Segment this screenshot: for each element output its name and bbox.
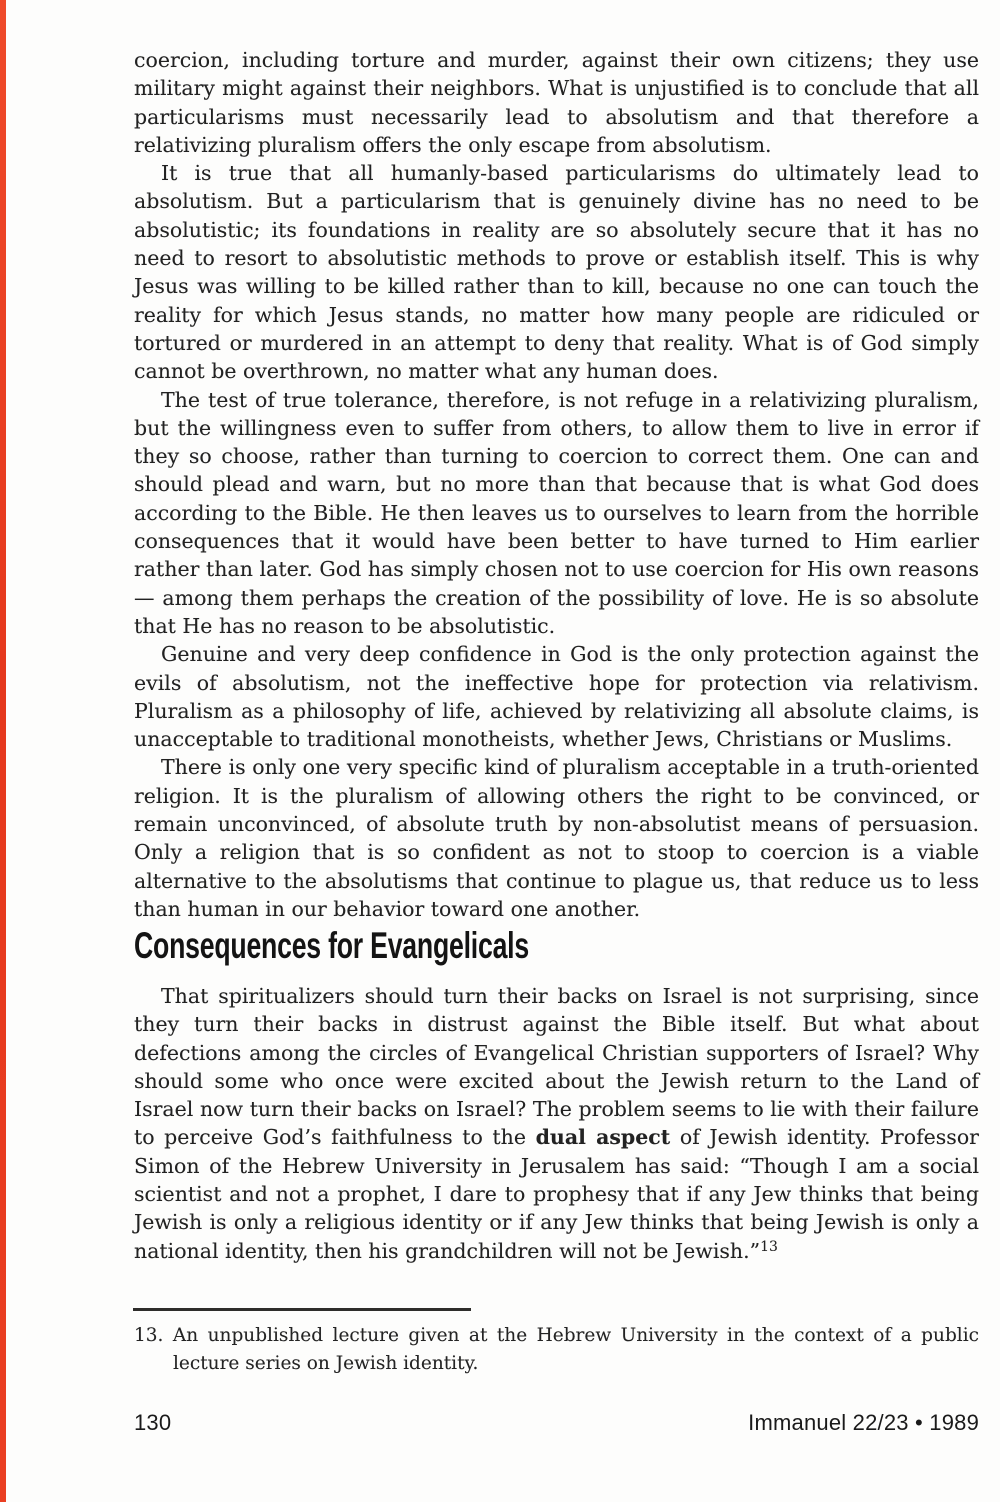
paragraph-text-before-bold: That spiritualizers should turn their backs on Israel is not surprising, since they turn their backs in distrust against the Bible itself. But what about defections among the circles of Evangelical Christian supporters of Israel? Why should some who once were excited about the Jewish return to the Land of Israel now turn their backs on Israel? The problem seems to lie with their failure to perceive God’s faithfulness to the bbox=[134, 984, 979, 1150]
page-footer bbox=[134, 1410, 979, 1436]
paragraph: There is only one very specific kind of pluralism acceptable in a truth-oriented religion. It is the pluralism of allowing others the right to be convinced, or remain unconvinced, of absolute truth by non-absolutist means of persuasion. Only a religion that is so confident as not to stoop to coercion is a viable alternative to the absolutisms that continue to plague us, that reduce us to less than human in our behavior toward one another. bbox=[134, 755, 979, 921]
paragraph: It is true that all humanly-based particularisms do ultimately lead to absolutism. But a particularism that is genuinely divine has no need to be absolutistic; its foundations in reality are so absolutely secure that it has no need to resort to absolutistic methods to prove or establish itself. This is why Jesus was willing to be killed rather than to kill, because no one can touch the reality for which Jesus stands, no matter how many people are ridiculed or tortured or murdered in an attempt to deny that reality. What is of God simply cannot be overthrown, no matter what any human does. bbox=[134, 161, 979, 384]
book-spine-edge-stripe bbox=[0, 0, 6, 1502]
bold-phrase: dual aspect bbox=[535, 1125, 671, 1150]
body-text-upper bbox=[134, 46, 979, 923]
paragraph: The test of true tolerance, therefore, is not refuge in a relativizing pluralism, but the willingness even to suffer from others, to allow them to live in error if they so choose, rather than turning to coercion to correct them. One can and should plead and warn, but no more than that because that is what God does according to the Bible. He then leaves us to ourselves to learn from the horrible consequences that it would have been better to have turned to Him earlier rather than later. God has simply chosen not to use coercion for His own reasons — among them perhaps the creation of the possibility of love. He is so absolute that He has no reason to be absolutistic. bbox=[134, 387, 979, 638]
footnote-block bbox=[134, 1322, 979, 1377]
footnote-text: An unpublished lecture given at the Hebrew University in the context of a public lecture series on Jewish identity. bbox=[172, 1325, 979, 1374]
footnote-reference: 13 bbox=[760, 1238, 778, 1255]
footnote-number: 13. bbox=[134, 1325, 164, 1346]
paragraph: coercion, including torture and murder, against their own citizens; they use military might against their neighbors. What is unjustified is to conclude that all particularisms must necessarily lead to absolutism and that therefore a relativizing pluralism offers the only escape from absolutism. bbox=[134, 48, 979, 157]
journal-issue-line: Immanuel 22/23 • 1989 bbox=[748, 1410, 979, 1435]
paragraph: Genuine and very deep confidence in God is the only protection against the evils of absolutism, not the ineffective hope for protection via relativism. Pluralism as a philosophy of life, achieved by relativizing all absolute claims, is unacceptable to traditional monotheists, whether Jews, Christians or Muslims. bbox=[134, 642, 979, 752]
footnote-separator-rule bbox=[133, 1308, 471, 1311]
paragraph-with-footnote bbox=[134, 982, 979, 1265]
section-heading-text: Consequences for Evangelicals bbox=[134, 925, 529, 966]
footnote-entry bbox=[134, 1322, 979, 1377]
body-text-lower bbox=[134, 982, 979, 1265]
section-heading bbox=[134, 925, 683, 967]
page-number: 130 bbox=[134, 1410, 172, 1435]
paragraph-text-after-bold: of Jewish identity. Professor Simon of the Hebrew University in Jerusalem has said: “Though I am a social scientist and not a prophet, I dare to prophesy that if any Jew thinks that being Jewish is only a religious identity or if any Jew thinks that being Jewish is only a national identity, then his grandchildren will not be Jewish.” bbox=[134, 1125, 979, 1263]
